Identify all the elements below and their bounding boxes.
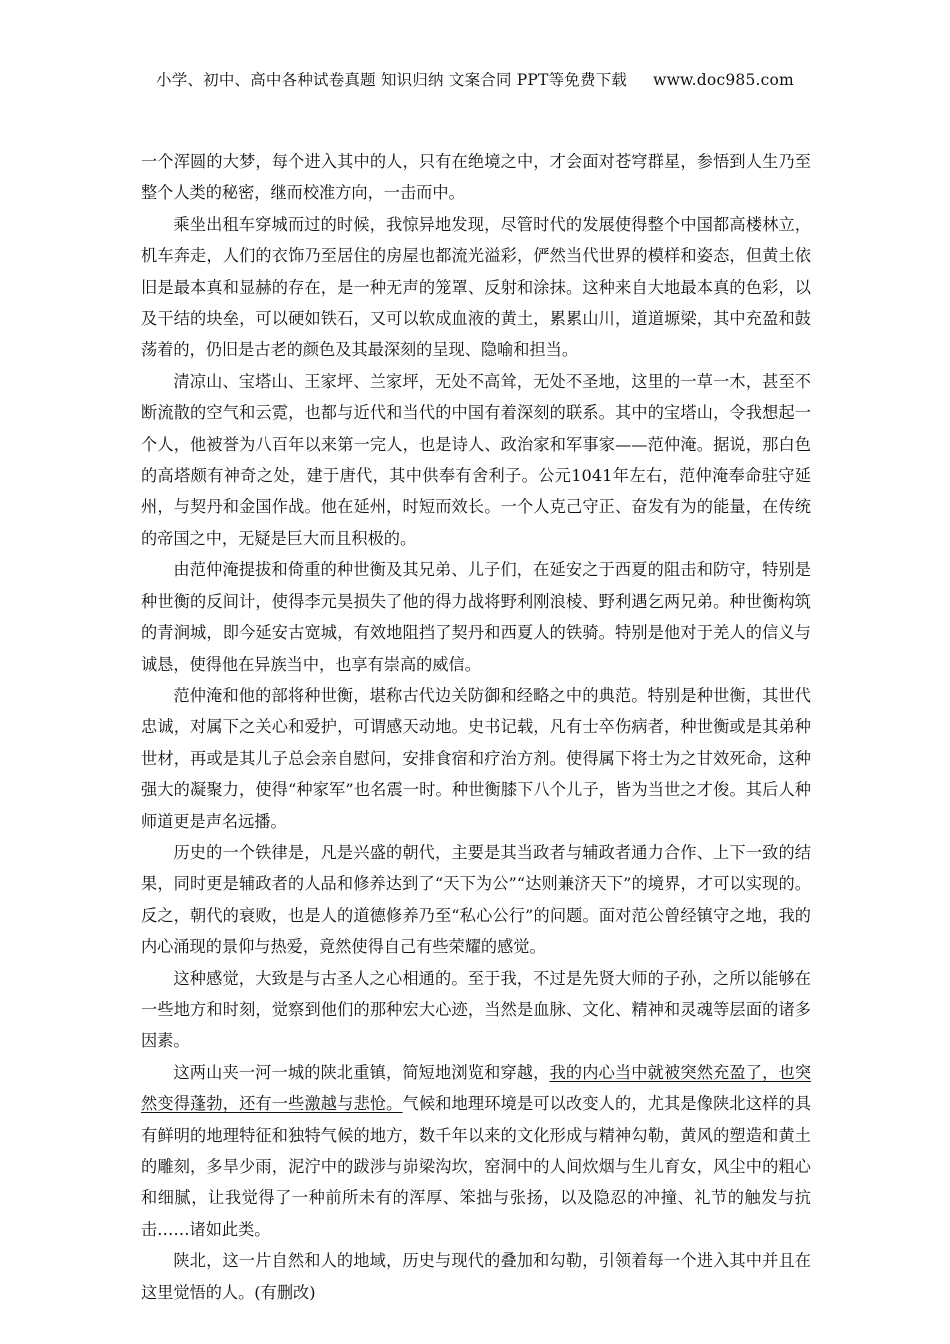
paragraph-5: 范仲淹和他的部将种世衡，堪称古代边关防御和经略之中的典范。特别是种世衡，其世代忠诚，对属下之关心和爱护，可谓感天动地。史书记载，凡有士卒伤病者，种世衡或是其弟种世材，再或是其儿子总会亲自慰问，安排食宿和疗治方剂。使得属下将士为之甘效死命，这种强大的凝聚力，使得“种家军”也名震一时。种世衡膝下八个儿子，皆为当世之才俊。其后人种师道更是声名远播。: [141, 685, 811, 831]
paragraph-6: 历史的一个铁律是，凡是兴盛的朝代，主要是其当政者与辅政者通力合作、上下一致的结果，同时更是辅政者的人品和修养达到了“天下为公”“达则兼济天下”的境界，才可以实现的。反之，朝代的衰败，也是人的道德修养乃至“私心公行”的问题。面对范公曾经镇守之地，我的内心涌现的景仰与热爱，竟然使得自己有些荣耀的感觉。: [141, 842, 811, 957]
paragraph-9: 陕北，这一片自然和人的地域，历史与现代的叠加和勾勒，引领着每一个进入其中并且在这里觉悟的人。(有删改): [141, 1251, 811, 1302]
paragraph-2: 乘坐出租车穿城而过的时候，我惊异地发现，尽管时代的发展使得整个中国都高楼林立，机车奔走，人们的衣饰乃至居住的房屋也都流光溢彩，俨然当代世界的模样和姿态，但黄土依旧是最本真和显赫的存在，是一种无声的笼罩、反射和涂抹。这种来自大地最本真的色彩，以及干结的块垒，可以硬如铁石，又可以软成血液的黄土，累累山川，道道塬梁，其中充盈和鼓荡着的，仍旧是古老的颜色及其最深刻的呈现、隐喻和担当。: [141, 214, 811, 360]
header-site-url: www.doc985.com: [653, 71, 794, 89]
page-header: [0, 68, 950, 90]
underlined-sentence: 我的内心当中就被突然充盈了，也突然变得蓬勃，还有一些激越与悲怆。: [141, 1062, 812, 1114]
paragraph-7: 这种感觉，大致是与古圣人之心相通的。至于我，不过是先贤大师的子孙，之所以能够在一些地方和时刻，觉察到他们的那种宏大心迹，当然是血脉、文化、精神和灵魂等层面的诸多因素。: [141, 968, 811, 1051]
paragraph-4: 由范仲淹提拔和倚重的种世衡及其兄弟、儿子们，在延安之于西夏的阻击和防守，特别是种世衡的反间计，使得李元昊损失了他的得力战将野利刚浪棱、野利遇乞两兄弟。种世衡构筑的青涧城，即今延安古宽城，有效地阻挡了契丹和西夏人的铁骑。特别是他对于羌人的信义与诚恳，使得他在异族当中，也享有崇高的威信。: [141, 560, 811, 674]
paragraph-8-before: 这两山夹一河一城的陕北重镇，简短地浏览和穿越，: [173, 1062, 550, 1082]
header-slogan: 小学、初中、高中各种试卷真题 知识归纳 文案合同 PPT等免费下载: [156, 71, 628, 89]
article-body: [141, 146, 811, 1308]
paragraph-3: 清凉山、宝塔山、王家坪、兰家坪，无处不高耸，无处不圣地，这里的一草一木，甚至不断流散的空气和云霓，也都与近代和当代的中国有着深刻的联系。其中的宝塔山，令我想起一个人，他被誉为八百年以来第一完人，也是诗人、政治家和军事家——范仲淹。据说，那白色的高塔颇有神奇之处，建于唐代，其中供奉有舍利子。公元1041年左右，范仲淹奉命驻守延州，与契丹和金国作战。他在延州，时短而效长。一个人克己守正、奋发有为的能量，在传统的帝国之中，无疑是巨大而且积极的。: [141, 371, 811, 548]
paragraph-1: 一个浑圆的大梦，每个进入其中的人，只有在绝境之中，才会面对苍穹群星，参悟到人生乃至整个人类的秘密，继而校准方向，一击而中。: [141, 152, 811, 203]
paragraph-8: [141, 1057, 811, 1245]
paragraph-8-after: 气候和地理环境是可以改变人的，尤其是像陕北这样的具有鲜明的地理特征和独特气候的地方，数千年以来的文化形成与精神勾勒，黄风的塑造和黄土的雕刻，多旱少雨，泥泞中的跋涉与峁梁沟坎，窑洞中的人间炊烟与生儿育女，风尘中的粗心和细腻，让我觉得了一种前所未有的浑厚、笨拙与张扬，以及隐忍的冲撞、礼节的触发与抗击……诸如此类。: [141, 1094, 812, 1239]
